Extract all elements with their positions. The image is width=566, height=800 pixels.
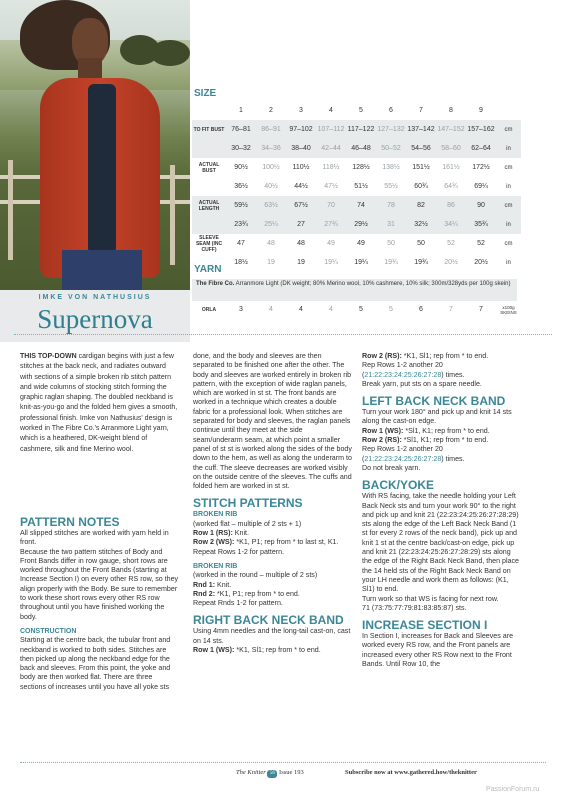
construction-heading: CONSTRUCTION	[20, 627, 77, 635]
size-row-label: ACTUAL BUST	[198, 161, 220, 174]
back-yoke-heading: BACK/YOKE	[362, 478, 435, 493]
yarn-quantity-table	[192, 301, 521, 318]
br1-repeat: Repeat Rows 1-2 for pattern.	[193, 547, 285, 556]
size-cell: 62–64	[471, 145, 491, 152]
size-unit: cm	[504, 240, 513, 247]
divider	[14, 334, 552, 335]
yarn-spec: Arranmore Light (DK weight; 80% Merino wool, 10% cashmere, 10% silk; 300m/328yds per 100g skein)	[234, 281, 511, 287]
size-cell: 44½	[294, 183, 308, 190]
size-number: 7	[419, 107, 423, 114]
size-cell: 100½	[262, 164, 280, 171]
size-number: 3	[299, 107, 303, 114]
skein-count: 7	[479, 306, 483, 313]
size-cell: 19¾	[414, 259, 428, 266]
size-cell: 52	[447, 240, 455, 247]
size-row-label	[192, 177, 226, 196]
size-cell: 110½	[292, 164, 310, 171]
size-cell: 127–132	[377, 126, 405, 133]
size-number: 4	[329, 107, 333, 114]
size-cell: 50	[387, 240, 395, 247]
lbnb-row2: Row 2 (RS): *Sl1, K1; rep from * to end.	[362, 436, 489, 445]
size-number: 6	[389, 107, 393, 114]
size-cell: 27¾	[324, 221, 338, 228]
rbnb-row1: Row 1 (WS): *K1, Sl1; rep from * to end.	[193, 646, 321, 655]
pattern-title: Supernova	[37, 304, 153, 334]
size-row	[192, 158, 521, 177]
size-cell: 48	[297, 240, 305, 247]
size-cell: 97–102	[289, 126, 313, 133]
size-unit: cm	[504, 126, 513, 133]
size-cell: 50–52	[381, 145, 401, 152]
br2-repeat: Repeat Rnds 1-2 for pattern.	[193, 599, 283, 608]
size-cell: 59½	[234, 202, 248, 209]
size-cell: 18½	[234, 259, 248, 266]
break-yarn: Break yarn, put sts on a spare needle.	[362, 379, 482, 388]
rbnb-text: Using 4mm needles and the long-tail cast-on, cast on 14 sts.	[193, 627, 351, 645]
notes-p2: Because the two pattern stitches of Body and Front Bands differ in row gauge, short rows are worked throughout the Front Bands (starting at Increase Section I) on every other RS row, so they align properly with the Body. Be sure to remember to work these short rows every other RS row throughout until you have finished working the body.	[20, 547, 179, 621]
yoke-turn: Turn work so that WS is facing for next row.	[362, 594, 499, 603]
footer-rule	[20, 762, 546, 763]
size-cell: 19¾	[384, 259, 398, 266]
stitch-patterns-heading: STITCH PATTERNS	[193, 496, 303, 511]
size-row-label: TO FIT BUST	[193, 126, 225, 133]
size-cell: 31	[387, 221, 395, 228]
size-number: 9	[479, 107, 483, 114]
size-cell: 47½	[324, 183, 338, 190]
size-cell: 47	[237, 240, 245, 247]
br2-rnd2: Rnd 2: *K1, P1; rep from * to end.	[193, 589, 300, 598]
size-cell: 50	[417, 240, 425, 247]
size-cell: 19	[267, 259, 275, 266]
size-cell: 52	[477, 240, 485, 247]
skein-count: 4	[329, 306, 333, 313]
notes-p1: All slipped stitches are worked with yarn held in front.	[20, 529, 169, 547]
size-cell: 55½	[384, 183, 398, 190]
yarn-heading: YARN	[194, 264, 222, 275]
watermark: PassionForum.ru	[486, 786, 540, 793]
repeat-2: Rep Rows 1-2 another 20 (21:22:23:24:25:26:27:28) times.	[362, 445, 465, 463]
size-cell: 74	[357, 202, 365, 209]
size-cell: 46–48	[351, 145, 371, 152]
size-unit: in	[506, 145, 511, 152]
size-cell: 32½	[414, 221, 428, 228]
size-cell: 20½	[444, 259, 458, 266]
model-photo	[0, 0, 190, 290]
size-cell: 118½	[322, 164, 340, 171]
size-cell: 90½	[234, 164, 248, 171]
size-cell: 19¼	[354, 259, 368, 266]
skein-count: 5	[389, 306, 393, 313]
size-unit: in	[506, 259, 511, 266]
intro-body: cardigan begins with just a few stitches at the back neck, and radiates outward with sections of a simple broken rib stitch pattern and wide columns of stocking stitch forming the graphic raglan shaping. The doubled neckband is knit-as-you-go and the folded hem gives a smooth, professional finish. Imke von Nathusius' design is worked in The Fibre Co.'s Arranmore Light yarn, which is a heathered, DK-weight blend of cashmere, silk and fine Merino wool.	[20, 353, 178, 453]
skein-count: 4	[269, 306, 273, 313]
column-2	[193, 352, 353, 655]
size-cell: 147–152	[437, 126, 465, 133]
br1-row2: Row 2 (WS): *K1, P1; rep from * to last st, K1.	[193, 538, 339, 547]
size-row-label	[192, 139, 226, 158]
size-number: 5	[359, 107, 363, 114]
skein-count: 6	[419, 306, 423, 313]
br2-rnd1: Rnd 1: Knit.	[193, 580, 232, 589]
intro-text	[20, 352, 180, 455]
footer-subscribe[interactable]: Subscribe now at www.gathered.how/theknitter	[345, 769, 477, 776]
skein-count: 3	[239, 306, 243, 313]
lbnb-text: Turn your work 180° and pick up and knit 14 sts along the cast-on edge.	[362, 408, 512, 426]
size-row	[192, 120, 521, 139]
column-1	[20, 510, 180, 692]
size-cell: 128½	[352, 164, 370, 171]
yarn-brand: The Fibre Co.	[196, 281, 235, 287]
skein-count: 4	[299, 306, 303, 313]
pattern-notes-heading: PATTERN NOTES	[20, 515, 120, 529]
size-heading: SIZE	[194, 88, 217, 99]
size-cell: 38–40	[291, 145, 311, 152]
yarn-description	[192, 279, 517, 301]
skein-count: 7	[449, 306, 453, 313]
size-row	[192, 196, 521, 215]
size-cell: 82	[417, 202, 425, 209]
broken-rib-heading-2: BROKEN RIB	[193, 562, 238, 570]
size-cell: 54–56	[411, 145, 431, 152]
size-header-row	[192, 101, 521, 120]
row2: Row 2 (RS): *K1, Sl1; rep from * to end.	[362, 352, 489, 360]
size-cell: 60¾	[414, 183, 428, 190]
lbnb-row1: Row 1 (WS): *Sl1, K1; rep from * to end.	[362, 426, 490, 435]
size-number: 1	[239, 107, 243, 114]
skein-count: 5	[359, 306, 363, 313]
br1-note: (worked flat – multiple of 2 sts + 1)	[193, 519, 302, 528]
size-cell: 157–162	[467, 126, 495, 133]
size-cell: 48	[267, 240, 275, 247]
size-cell: 67½	[294, 202, 308, 209]
page-number: 56	[267, 770, 277, 778]
size-cell: 58–60	[441, 145, 461, 152]
size-row-label	[192, 215, 226, 234]
intro-lead: THIS TOP-DOWN	[20, 353, 77, 360]
size-cell: 19¼	[324, 259, 338, 266]
size-cell: 25¼	[264, 221, 278, 228]
column-3	[362, 352, 522, 669]
repeat-1: Rep Rows 1-2 another 20 (21:22:23:24:25:26:27:28) times.	[362, 361, 465, 379]
left-back-neck-band-heading: LEFT BACK NECK BAND	[362, 394, 506, 409]
designer-name: IMKE VON NATHUSIUS	[38, 294, 152, 301]
broken-rib-heading-1: BROKEN RIB	[193, 511, 238, 519]
construction-text: Starting at the centre back, the tubular front and neckband is worked to both sides. Stitches are then picked up along the neckband edge for the back and sleeves. From this point, the yoke and body are then worked flat. There are three sections of increases until you have all yoke sts	[20, 636, 171, 691]
footer-magazine: The Knitter 56 Issue 193	[236, 769, 304, 776]
size-row-label: ACTUAL LENGTH	[198, 199, 220, 212]
br2-note: (worked in the round – multiple of 2 sts)	[193, 571, 318, 580]
no-break: Do not break yarn.	[362, 463, 421, 472]
size-cell: 90	[477, 202, 485, 209]
size-cell: 70	[327, 202, 335, 209]
size-row	[192, 234, 521, 253]
size-cell: 172½	[472, 164, 490, 171]
size-cell: 86–91	[261, 126, 281, 133]
size-cell: 42–44	[321, 145, 341, 152]
size-table	[192, 101, 521, 272]
size-row	[192, 177, 521, 196]
size-row	[192, 139, 521, 158]
size-cell: 19	[297, 259, 305, 266]
size-cell: 34¼	[444, 221, 458, 228]
size-cell: 161½	[442, 164, 460, 171]
yoke-count: 71 (73:75:77:79:81:83:85:87) sts.	[362, 603, 467, 612]
yoke-text: With RS facing, take the needle holding your Left Back Neck sts and turn your work 90° to the right and pick up and knit 21 (22:23:24:25:26:27:28:29) sts along the edge of the Left Back Neck Band (1 st for every 2 rows of the neck band), pick up and knit 1 st at the centre back/cast-on edge, pick up and knit 21 (22:23:24:25:26:27:28:29) sts along the edge of the Right Back Neck Band, then place the 14 held sts of the Right Back Neck Band on your LH needle and work them as follows: (K1, Sl1) to end.	[362, 492, 519, 594]
size-cell: 86	[447, 202, 455, 209]
size-cell: 107–112	[317, 126, 345, 133]
size-cell: 49	[357, 240, 365, 247]
size-cell: 69¼	[474, 183, 488, 190]
yarn-colour: ORLA	[201, 306, 217, 313]
size-unit: in	[506, 183, 511, 190]
size-cell: 78	[387, 202, 395, 209]
size-row	[192, 215, 521, 234]
size-cell: 138½	[382, 164, 400, 171]
size-cell: 30–32	[231, 145, 251, 152]
size-number: 2	[269, 107, 273, 114]
size-cell: 20½	[474, 259, 488, 266]
right-back-neck-band-heading: RIGHT BACK NECK BAND	[193, 613, 344, 628]
size-cell: 76–81	[231, 126, 251, 133]
skein-unit: x100g SKEINS	[500, 304, 517, 315]
size-cell: 35¾	[474, 221, 488, 228]
size-cell: 40½	[264, 183, 278, 190]
size-unit: in	[506, 221, 511, 228]
br1-row1: Row 1 (RS): Knit.	[193, 529, 249, 538]
size-cell: 117–122	[347, 126, 375, 133]
size-unit: cm	[504, 164, 513, 171]
size-cell: 51½	[354, 183, 368, 190]
size-cell: 64¾	[444, 183, 458, 190]
size-cell: 151½	[412, 164, 430, 171]
increase-text: In Section I, increases for Back and Sleeves are worked every RS row, and the Front panels are increased every other RS Row next to the Front Bands. Until Row 10, the	[362, 632, 514, 669]
size-cell: 23¾	[234, 221, 248, 228]
size-row-label: SLEEVE SEAM (INC CUFF)	[195, 234, 223, 253]
size-cell: 34–36	[261, 145, 281, 152]
size-cell: 36½	[234, 183, 248, 190]
size-row	[192, 253, 521, 272]
size-cell: 29½	[354, 221, 368, 228]
size-cell: 63½	[264, 202, 278, 209]
size-unit: cm	[504, 202, 513, 209]
size-cell: 49	[327, 240, 335, 247]
size-cell: 27	[297, 221, 305, 228]
col2-p1: done, and the body and sleeves are then separated to be finished one after the other. The body and sleeves are worked entirely in broken rib pattern, with the exception of wide raglan panels, which are worked in st st. The front bands are worked in a technique which creates a double fabric for a professional look. When stitches are separated for body and sleeves, the raglan panels continue until they meet at the side seam/underarm seam, at which point a smaller panel of st st is worked along the sides of the body down to the hem, as well as along the underarm to the cuff. The sleeve decreases are worked visibly on the outside centre of the sleeves. The cuffs and folded hem are worked in st st.	[193, 352, 352, 491]
size-cell: 137–142	[407, 126, 435, 133]
size-number: 8	[449, 107, 453, 114]
increase-section-heading: INCREASE SECTION I	[362, 618, 488, 633]
